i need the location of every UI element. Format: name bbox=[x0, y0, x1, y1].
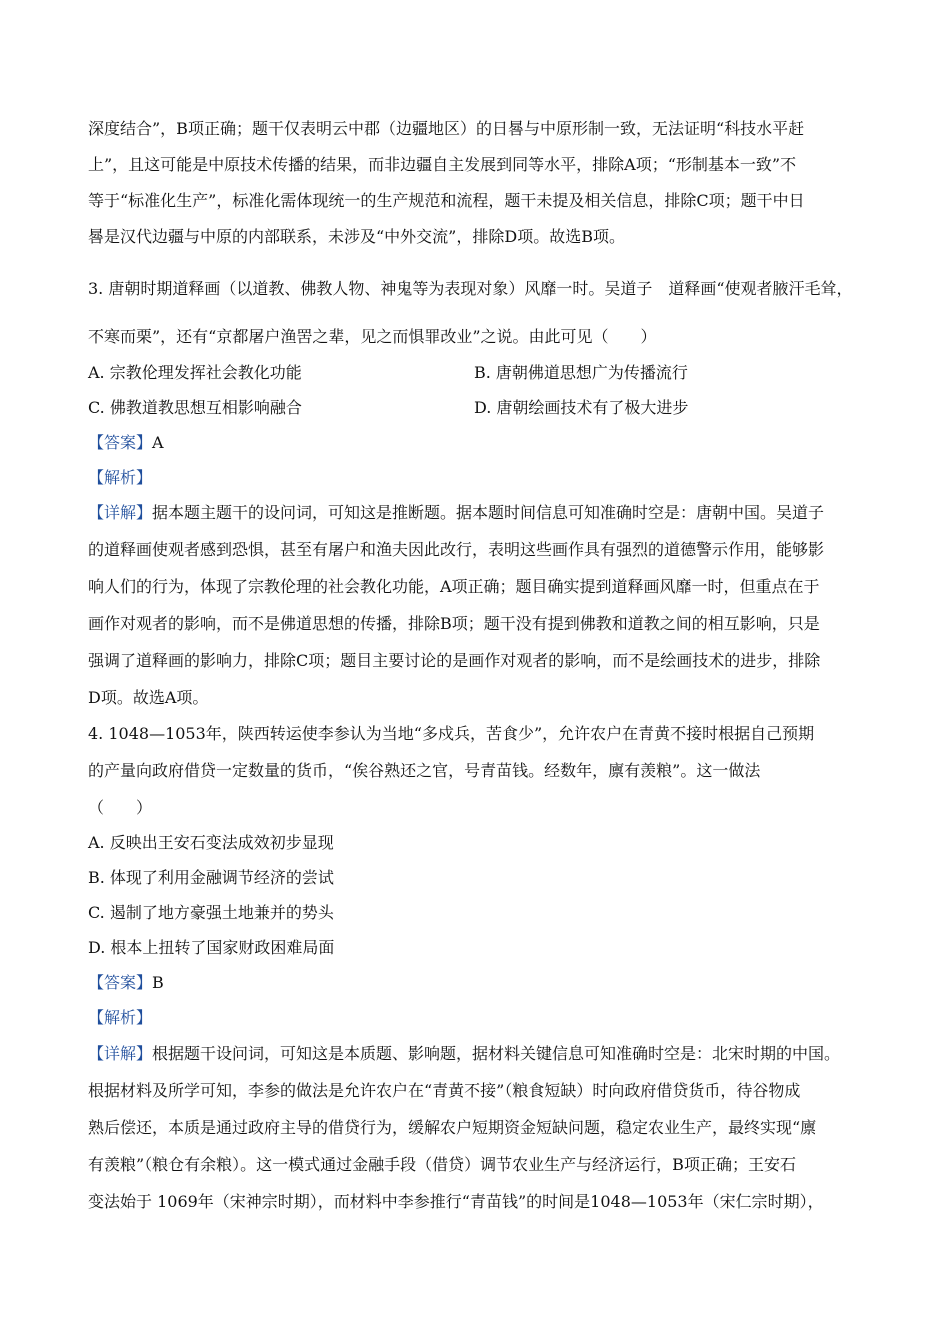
answer-tag: 【答案】 bbox=[88, 973, 153, 992]
q2-analysis-line-1: 深度结合”，B项正确；题干仅表明云中郡（边疆地区）的日晷与中原形制一致，无法证明“科技水平赶 bbox=[88, 119, 805, 138]
q4-option-b: B. 体现了利用金融调节经济的尝试 bbox=[88, 868, 334, 887]
q4-stem-line-2: 的产量向政府借贷一定数量的货币，“俟谷熟还之官，号青苗钱。经数年，廪有羡粮”。这一做法 bbox=[88, 761, 761, 780]
q4-detail-line-5: 变法始于 1069年（宋神宗时期），而材料中李参推行“青苗钱”的时间是1048—1053年（宋仁宗时期）， bbox=[88, 1192, 824, 1211]
q3-detail-line-4: 画作对观者的影响，而不是佛道思想的传播，排除B项；题干没有提到佛教和道教之间的相互影响，只是 bbox=[88, 614, 820, 633]
q4-stem-line-3: （ ） bbox=[88, 798, 153, 817]
q4-detail-line-3: 熟后偿还，本质是通过政府主导的借贷行为，缓解农户短期资金短缺问题，稳定农业生产，最终实现“廪 bbox=[88, 1118, 817, 1137]
q4-option-c: C. 遏制了地方豪强土地兼并的势头 bbox=[88, 903, 334, 922]
q3-option-c: C. 佛教道教思想互相影响融合 bbox=[88, 398, 302, 417]
q3-analysis-heading bbox=[88, 467, 152, 489]
q2-analysis-line-3: 等于“标准化生产”，标准化需体现统一的生产规范和流程，题干未提及相关信息，排除C项；题干中日 bbox=[88, 191, 805, 210]
analysis-tag: 【解析】 bbox=[88, 1008, 153, 1027]
q2-analysis-line-2: 上”，且这可能是中原技术传播的结果，而非边疆自主发展到同等水平，排除A项；“形制基本一致”不 bbox=[88, 155, 797, 174]
analysis-tag: 【解析】 bbox=[88, 468, 153, 487]
q3-detail-line-6: D项。故选A项。 bbox=[88, 688, 209, 707]
q4-option-d: D. 根本上扭转了国家财政困难局面 bbox=[88, 938, 335, 957]
q3-detail-line-5: 强调了道释画的影响力，排除C项；题目主要讨论的是画作对观者的影响，而不是绘画技术的进步，排除 bbox=[88, 651, 821, 670]
q3-stem-line-1: 3. 唐朝时期道释画（以道教、佛教人物、神鬼等为表现对象）风靡一时。吴道子 道释画“使观者腋汗毛耸， bbox=[88, 279, 853, 298]
q4-option-a: A. 反映出王安石变法成效初步显现 bbox=[88, 833, 334, 852]
q3-option-d: D. 唐朝绘画技术有了极大进步 bbox=[474, 398, 689, 417]
q4-answer bbox=[88, 972, 164, 994]
detail-tag: 【详解】 bbox=[88, 1044, 153, 1063]
q3-detail-line-3: 响人们的行为，体现了宗教伦理的社会教化功能，A项正确；题目确实提到道释画风靡一时，但重点在于 bbox=[88, 577, 820, 596]
q3-detail-line-1 bbox=[88, 502, 824, 524]
q3-option-b: B. 唐朝佛道思想广为传播流行 bbox=[474, 363, 688, 382]
q2-analysis-line-4: 晷是汉代边疆与中原的内部联系，未涉及“中外交流”，排除D项。故选B项。 bbox=[88, 227, 625, 246]
q3-detail-text-1: 据本题主题干的设问词，可知这是推断题。据本题时间信息可知准确时空是：唐朝中国。吴道子 bbox=[152, 503, 825, 522]
q4-detail-line-4: 有羡粮”（粮仓有余粮）。这一模式通过金融手段（借贷）调节农业生产与经济运行，B项正确；王安石 bbox=[88, 1155, 796, 1174]
answer-tag: 【答案】 bbox=[88, 433, 153, 452]
q4-answer-value: B bbox=[152, 973, 164, 992]
q4-stem-line-1: 4. 1048—1053年，陕西转运使李参认为当地“多戍兵，苦食少”，允许农户在青黄不接时根据自己预期 bbox=[88, 724, 815, 743]
q3-option-a: A. 宗教伦理发挥社会教化功能 bbox=[88, 363, 302, 382]
q4-detail-text-1: 根据题干设问词，可知这是本质题、影响题，据材料关键信息可知准确时空是：北宋时期的中国。 bbox=[152, 1044, 841, 1063]
q4-detail-line-1 bbox=[88, 1043, 840, 1065]
q3-stem-line-2: 不寒而栗”，还有“京都屠户渔罟之辈，见之而惧罪改业”之说。由此可见（ ） bbox=[88, 327, 657, 346]
q4-analysis-heading bbox=[88, 1007, 152, 1029]
q3-detail-line-2: 的道释画使观者感到恐惧，甚至有屠户和渔夫因此改行，表明这些画作具有强烈的道德警示作用，能够影 bbox=[88, 540, 825, 559]
q3-answer bbox=[88, 432, 164, 454]
q4-detail-line-2: 根据材料及所学可知，李参的做法是允许农户在“青黄不接”（粮食短缺）时向政府借贷货币，待谷物成 bbox=[88, 1081, 801, 1100]
q3-answer-value: A bbox=[152, 433, 164, 452]
detail-tag: 【详解】 bbox=[88, 503, 153, 522]
